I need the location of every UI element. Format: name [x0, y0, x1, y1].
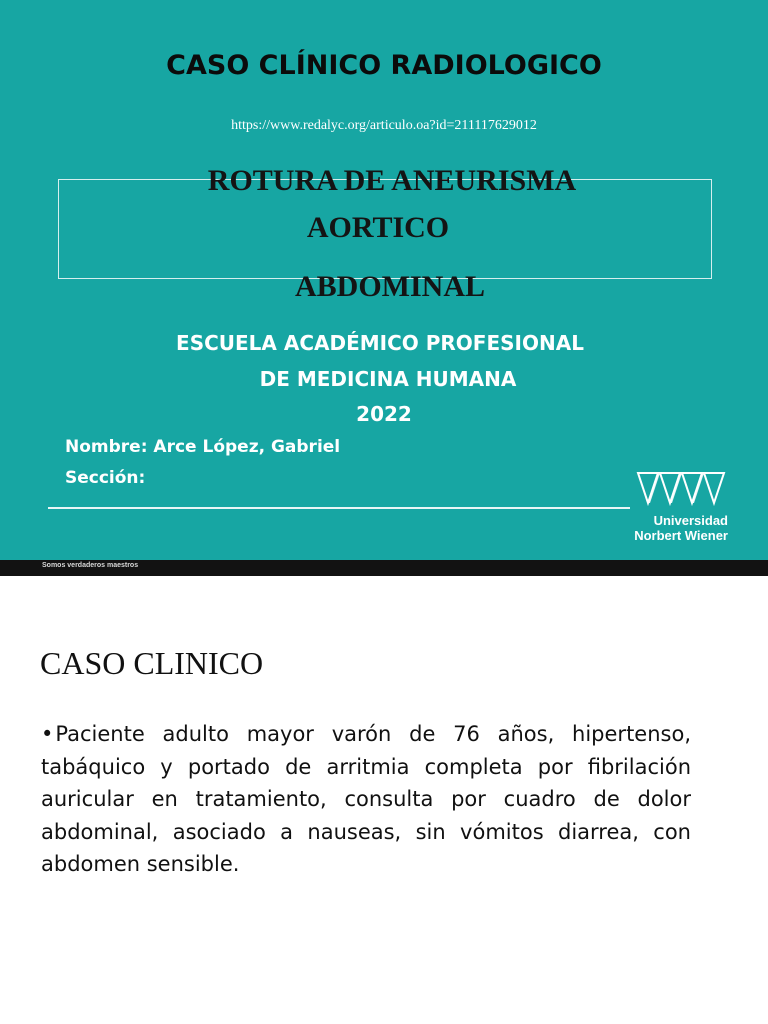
- logo-text-line-1: Universidad: [653, 513, 728, 528]
- university-logo: [610, 469, 728, 549]
- topic-line-1: ROTURA DE ANEURISMA: [207, 164, 577, 197]
- university-logo-icon: [636, 469, 726, 507]
- source-url: https://www.redalyc.org/articulo.oa?id=211117629012: [231, 118, 537, 133]
- section-label: Sección:: [65, 468, 146, 488]
- school-line-2: DE MEDICINA HUMANA: [259, 367, 517, 391]
- case-description-text: Paciente adulto mayor varón de 76 años, hipertenso, tabáquico y portado de arritmia completa por fibrilación auricular en tratamiento, consulta por cuadro de dolor abdominal, asociado a nauseas, sin vómitos diarrea, con abdomen sensible.: [41, 722, 691, 876]
- logo-text-line-2: Norbert Wiener: [634, 528, 728, 543]
- case-description: [41, 718, 691, 881]
- bullet-marker: •: [41, 722, 54, 746]
- footer-slogan: Somos verdaderos maestros: [42, 562, 139, 569]
- footer-bar: [0, 560, 768, 576]
- school-year: 2022: [356, 402, 412, 426]
- student-name: Nombre: Arce López, Gabriel: [65, 437, 341, 457]
- topic-line-3: ABDOMINAL: [294, 270, 485, 303]
- slide-title: CASO CLÍNICO RADIOLOGICO: [166, 50, 602, 81]
- case-heading: CASO CLINICO: [40, 645, 264, 681]
- divider-line: [48, 507, 630, 509]
- topic-line-2: AORTICO: [306, 211, 450, 244]
- school-line-1: ESCUELA ACADÉMICO PROFESIONAL: [176, 331, 584, 355]
